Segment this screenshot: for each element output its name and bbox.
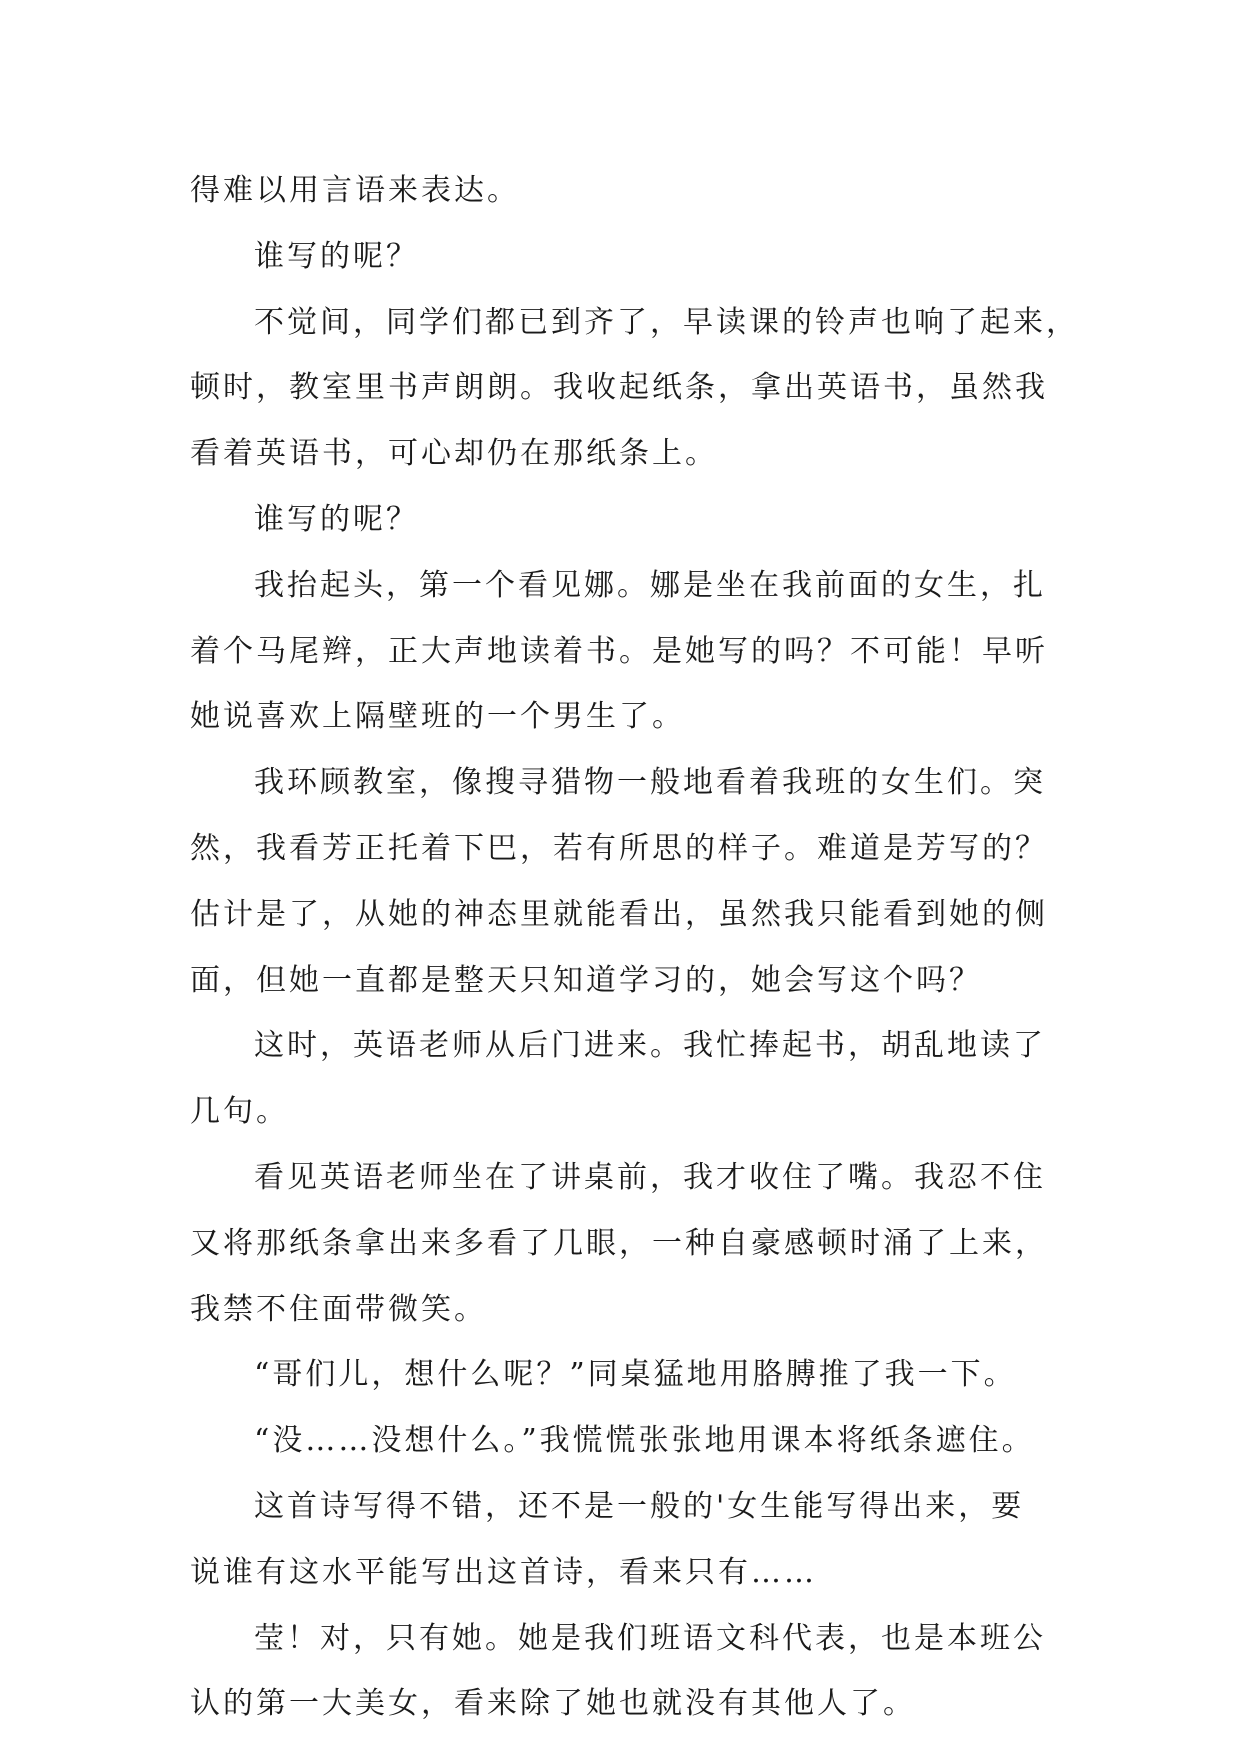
body-text: [190, 158, 1090, 1737]
text-line: 我环顾教室，像搜寻猎物一般地看着我班的女生们。突: [254, 765, 1046, 801]
text-line: 谁写的呢？: [254, 238, 419, 274]
text-line: 我禁不住面带微笑。: [190, 1291, 487, 1327]
text-line: 顿时，教室里书声朗朗。我收起纸条，拿出英语书，虽然我: [190, 370, 1048, 406]
text-line: 几句。: [190, 1094, 289, 1130]
text-line: 得难以用言语来表达。: [190, 173, 520, 208]
text-line: 看着英语书，可心却仍在那纸条上。: [190, 436, 718, 472]
text-line: “哥们儿，想什么呢？”同桌猛地用胳膊推了我一下。: [254, 1357, 1017, 1393]
text-line: “没……没想什么。”我慌慌张张地用课本将纸条遮住。: [254, 1423, 1035, 1459]
text-line: 谁写的呢？: [254, 501, 419, 537]
text-line: 这首诗写得不错，还不是一般的'女生能写得出来，要: [254, 1488, 1025, 1524]
text-line: 我抬起头，第一个看见娜。娜是坐在我前面的女生，扎: [254, 567, 1046, 603]
text-line: 说谁有这水平能写出这首诗，看来只有……: [190, 1554, 817, 1590]
text-line: 莹！对，只有她。她是我们班语文科代表，也是本班公: [254, 1620, 1046, 1656]
text-line: 看见英语老师坐在了讲桌前，我才收住了嘴。我忍不住: [254, 1159, 1046, 1195]
text-line: 面，但她一直都是整天只知道学习的，她会写这个吗？: [190, 962, 982, 998]
text-line: 估计是了，从她的神态里就能看出，虽然我只能看到她的侧: [190, 896, 1048, 932]
text-line: 她说喜欢上隔壁班的一个男生了。: [190, 699, 685, 735]
text-line: 这时，英语老师从后门进来。我忙捧起书，胡乱地读了: [254, 1028, 1046, 1064]
text-line: 然，我看芳正托着下巴，若有所思的样子。难道是芳写的？: [190, 830, 1048, 866]
text-line: 不觉间，同学们都已到齐了，早读课的铃声也响了起来，: [254, 304, 1079, 340]
text-line: 又将那纸条拿出来多看了几眼，一种自豪感顿时涌了上来，: [190, 1225, 1048, 1261]
text-line: 认的第一大美女，看来除了她也就没有其他人了。: [190, 1686, 916, 1722]
text-line: 着个马尾辫，正大声地读着书。是她写的吗？不可能！早听: [190, 633, 1048, 669]
